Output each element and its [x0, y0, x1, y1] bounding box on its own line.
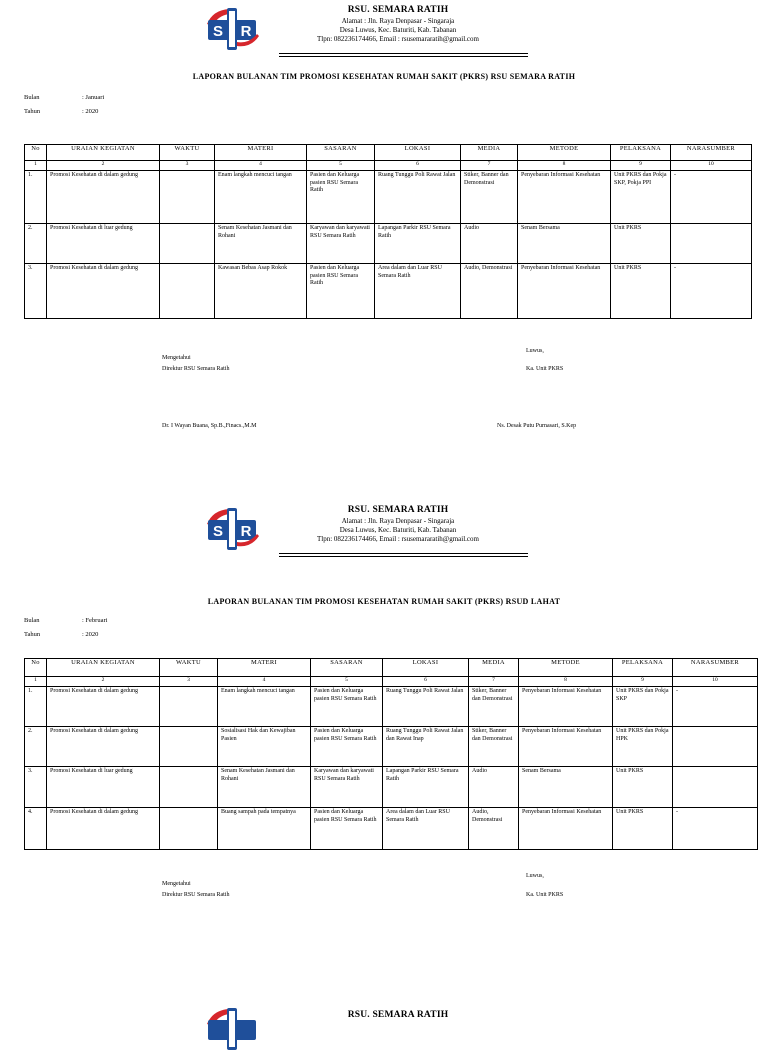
hospital-logo-icon: [203, 6, 261, 52]
cell-pelaksana: Unit PKRS dan Pokja SKP: [613, 687, 673, 727]
sign-place: Luwus,: [526, 348, 544, 354]
column-number: 1: [25, 161, 47, 171]
sign-director-title: Direktur RSU Semara Ratih: [162, 366, 230, 372]
cell-narasumber: [671, 224, 752, 264]
column-number: 10: [673, 677, 758, 687]
cell-sasaran: Pasien dan Keluarga pasien RSU Semara Ratih: [311, 727, 383, 767]
cell-materi: Sosialisasi Hak dan Kewajiban Pasien: [218, 727, 311, 767]
cell-narasumber: [673, 767, 758, 808]
report-table: [24, 144, 752, 319]
bulan-value: : Februari: [82, 617, 108, 624]
table-row: [25, 171, 752, 224]
cell-narasumber: -: [671, 171, 752, 224]
hospital-logo-icon: [203, 506, 261, 552]
column-number: 9: [613, 677, 673, 687]
column-number: 8: [519, 677, 613, 687]
column-header: PELAKSANA: [611, 145, 671, 161]
hospital-name: RSU. SEMARA RATIH: [347, 1010, 449, 1020]
column-header: LOKASI: [383, 659, 469, 677]
column-header: SASARAN: [307, 145, 375, 161]
table-row: [25, 727, 758, 767]
cell-sasaran: Karyawan dan karyawati RSU Semara Ratih: [311, 767, 383, 808]
cell-waktu: [160, 687, 218, 727]
column-header: URAIAN KEGIATAN: [47, 659, 160, 677]
table-header-row: [25, 145, 752, 161]
cell-no: 2.: [25, 224, 47, 264]
cell-pelaksana: Unit PKRS: [611, 224, 671, 264]
cell-waktu: [160, 808, 218, 850]
column-number: 3: [160, 677, 218, 687]
cell-lokasi: Lapangan Parkir RSU Semara Ratih: [375, 224, 461, 264]
column-number: 5: [307, 161, 375, 171]
column-header: PELAKSANA: [613, 659, 673, 677]
cell-sasaran: Pasien dan Keluarga pasien RSU Semara Ratih: [311, 687, 383, 727]
cell-sasaran: Pasien dan Keluarga pasien RSU Semara Ratih: [311, 808, 383, 850]
svg-text:R: R: [240, 23, 252, 40]
column-number: 10: [671, 161, 752, 171]
cell-uraian-kegiatan: Promosi Kesehatan di dalam gedung: [47, 687, 160, 727]
cell-waktu: [160, 767, 218, 808]
sign-place: Luwus,: [526, 873, 544, 879]
column-number: 6: [383, 677, 469, 687]
tahun-label: Tahun: [24, 631, 41, 638]
sign-unit-title: Ka. Unit PKRS: [526, 892, 564, 898]
header-rule-thin: [279, 556, 528, 557]
cell-media: Stiker, Banner dan Demonstrasi: [469, 687, 519, 727]
cell-materi: Kawasan Bebas Asap Rokok: [215, 264, 307, 319]
cell-materi: Senam Kesehatan Jasmani dan Rohani: [218, 767, 311, 808]
cell-pelaksana: Unit PKRS: [611, 264, 671, 319]
column-number: 2: [47, 677, 160, 687]
cell-sasaran: Karyawan dan karyawati RSU Semara Ratih: [307, 224, 375, 264]
letterhead: [0, 500, 768, 562]
table-row: [25, 224, 752, 264]
cell-materi: Enam langkah mencuci tangan: [215, 171, 307, 224]
column-number: 6: [375, 161, 461, 171]
column-number: 8: [518, 161, 611, 171]
cell-narasumber: -: [673, 687, 758, 727]
cell-materi: Buang sampah pada tempatnya: [218, 808, 311, 850]
cell-materi: Senam Kesehatan Jasmani dan Rohani: [215, 224, 307, 264]
cell-media: Stiker, Banner dan Demonstrasi: [461, 171, 518, 224]
tahun-value: : 2020: [82, 108, 99, 115]
cell-media: Audio, Demonstrasi: [469, 808, 519, 850]
bulan-value: : Januari: [82, 94, 105, 101]
column-header: NARASUMBER: [671, 145, 752, 161]
sign-director-title: Direktur RSU Semara Ratih: [162, 892, 230, 898]
column-header: MEDIA: [461, 145, 518, 161]
table-row: [25, 808, 758, 850]
cell-metode: Penyebaran Informasi Kesehatan: [519, 687, 613, 727]
cell-metode: Penyebaran Informasi Kesehatan: [519, 808, 613, 850]
sign-unit-head-name: Ns. Desak Putu Purnasari, S.Kep: [497, 423, 577, 429]
report-title: LAPORAN BULANAN TIM PROMOSI KESEHATAN RUMAH SAKIT (PKRS) RSU SEMARA RATIH: [192, 72, 576, 81]
cell-metode: Penyebaran Informasi Kesehatan: [518, 171, 611, 224]
cell-sasaran: Pasien dan Keluarga pasien RSU Semara Ratih: [307, 171, 375, 224]
column-number: 2: [47, 161, 160, 171]
address-line-2: Desa Luwus, Kec. Baturiti, Kab. Tabanan: [339, 26, 457, 34]
report-title: LAPORAN BULANAN TIM PROMOSI KESEHATAN RUMAH SAKIT (PKRS) RSUD LAHAT: [207, 597, 561, 606]
cell-lokasi: Ruang Tunggu Poli Rawat Jalan: [383, 687, 469, 727]
cell-waktu: [160, 264, 215, 319]
cell-pelaksana: Unit PKRS: [613, 767, 673, 808]
cell-no: 3.: [25, 767, 47, 808]
column-number: 7: [469, 677, 519, 687]
cell-metode: Senam Bersama: [518, 224, 611, 264]
tahun-value: : 2020: [82, 631, 99, 638]
column-header: MATERI: [215, 145, 307, 161]
cell-uraian-kegiatan: Promosi Kesehatan di luar gedung: [47, 224, 160, 264]
letterhead: [0, 1000, 768, 1062]
hospital-name: RSU. SEMARA RATIH: [347, 5, 449, 15]
column-number: 5: [311, 677, 383, 687]
cell-metode: Penyebaran Informasi Kesehatan: [518, 264, 611, 319]
address-line-3: Tlpn: 082236174466, Email : rsusemararatih@gmail.com: [317, 535, 479, 543]
cell-metode: Penyebaran Informasi Kesehatan: [519, 727, 613, 767]
cell-uraian-kegiatan: Promosi Kesehatan di dalam gedung: [47, 808, 160, 850]
column-header: No: [25, 659, 47, 677]
letterhead: [0, 0, 768, 62]
cell-uraian-kegiatan: Promosi Kesehatan di dalam gedung: [47, 171, 160, 224]
table-row: [25, 687, 758, 727]
cell-media: Audio, Demonstrasi: [461, 264, 518, 319]
cell-narasumber: -: [671, 264, 752, 319]
header-rule-thin: [279, 56, 528, 57]
cell-narasumber: -: [673, 808, 758, 850]
cell-pelaksana: Unit PKRS dan Pokja SKP, Pokja PPI: [611, 171, 671, 224]
cell-lokasi: Area dalam dan Luar RSU Semara Ratih: [383, 808, 469, 850]
address-line-2: Desa Luwus, Kec. Baturiti, Kab. Tabanan: [339, 526, 457, 534]
column-header: No: [25, 145, 47, 161]
column-number: 9: [611, 161, 671, 171]
cell-lokasi: Ruang Tunggu Poli Rawat Jalan: [375, 171, 461, 224]
column-number-row: [25, 677, 758, 687]
tahun-label: Tahun: [24, 108, 41, 115]
header-rule: [279, 553, 528, 554]
cell-lokasi: Ruang Tunggu Poli Rawat Jalan dan Rawat Inap: [383, 727, 469, 767]
column-header: URAIAN KEGIATAN: [47, 145, 160, 161]
address-line-1: Alamat : Jln. Raya Denpasar - Singaraja: [341, 17, 455, 25]
bulan-label: Bulan: [24, 617, 40, 624]
cell-metode: Senam Bersama: [519, 767, 613, 808]
cell-uraian-kegiatan: Promosi Kesehatan di dalam gedung: [47, 264, 160, 319]
column-header: NARASUMBER: [673, 659, 758, 677]
column-header: SASARAN: [311, 659, 383, 677]
table-header-row: [25, 659, 758, 677]
cell-lokasi: Lapangan Parkir RSU Semara Ratih: [383, 767, 469, 808]
cell-media: Audio: [461, 224, 518, 264]
table-row: [25, 767, 758, 808]
column-header: LOKASI: [375, 145, 461, 161]
column-number: 4: [218, 677, 311, 687]
column-header: METODE: [519, 659, 613, 677]
cell-pelaksana: Unit PKRS: [613, 808, 673, 850]
address-line-3: Tlpn: 082236174466, Email : rsusemararatih@gmail.com: [317, 35, 479, 43]
bulan-label: Bulan: [24, 94, 40, 101]
column-header: WAKTU: [160, 659, 218, 677]
hospital-logo-icon: [203, 1006, 261, 1052]
sign-mengetahui: Mengetahui: [162, 355, 191, 361]
cell-waktu: [160, 727, 218, 767]
cell-materi: Enam langkah mencuci tangan: [218, 687, 311, 727]
cell-no: 4.: [25, 808, 47, 850]
cell-pelaksana: Unit PKRS dan Pokja HPK: [613, 727, 673, 767]
column-number: 4: [215, 161, 307, 171]
sign-unit-title: Ka. Unit PKRS: [526, 366, 564, 372]
cell-media: Stiker, Banner dan Demonstrasi: [469, 727, 519, 767]
cell-waktu: [160, 224, 215, 264]
cell-narasumber: [673, 727, 758, 767]
header-rule: [279, 53, 528, 54]
table-row: [25, 264, 752, 319]
column-number: 1: [25, 677, 47, 687]
cell-lokasi: Area dalam dan Luar RSU Semara Ratih: [375, 264, 461, 319]
cell-sasaran: Pasien dan Keluarga pasien RSU Semara Ratih: [307, 264, 375, 319]
column-header: MATERI: [218, 659, 311, 677]
svg-text:S: S: [212, 523, 224, 540]
report-table: [24, 658, 758, 850]
svg-text:R: R: [240, 523, 252, 540]
cell-uraian-kegiatan: Promosi Kesehatan di luar gedung: [47, 767, 160, 808]
cell-no: 1.: [25, 687, 47, 727]
cell-no: 3.: [25, 264, 47, 319]
cell-no: 2.: [25, 727, 47, 767]
address-line-1: Alamat : Jln. Raya Denpasar - Singaraja: [341, 517, 455, 525]
column-header: METODE: [518, 145, 611, 161]
svg-text:S: S: [212, 23, 224, 40]
cell-no: 1.: [25, 171, 47, 224]
cell-uraian-kegiatan: Promosi Kesehatan di dalam gedung: [47, 727, 160, 767]
column-header: WAKTU: [160, 145, 215, 161]
column-number: 3: [160, 161, 215, 171]
cell-media: Audio: [469, 767, 519, 808]
sign-mengetahui: Mengetahui: [162, 881, 191, 887]
column-number-row: [25, 161, 752, 171]
column-header: MEDIA: [469, 659, 519, 677]
hospital-name: RSU. SEMARA RATIH: [347, 505, 449, 515]
sign-director-name: Dr. I Wayan Buana, Sp.B.,Finacs.,M.M: [162, 423, 257, 429]
cell-waktu: [160, 171, 215, 224]
column-number: 7: [461, 161, 518, 171]
